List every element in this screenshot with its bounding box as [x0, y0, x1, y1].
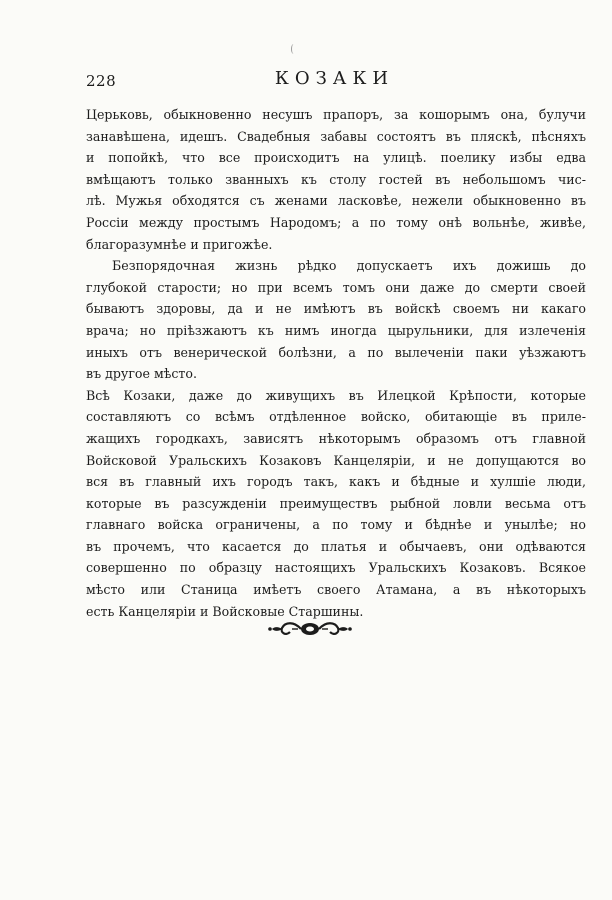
text-line: и попойкѣ, что все происходитъ на улицѣ. поелику избы едва [86, 150, 586, 166]
text-line: которые въ разсужденiи преимуществъ рыбной ловли весьма отъ [86, 495, 586, 511]
page-header [86, 68, 583, 94]
body-text [86, 104, 586, 622]
page-number: 228 [86, 72, 117, 90]
text-line: вмѣщаютъ только званныхъ къ столу гостей въ небольшомъ чис- [86, 171, 586, 187]
text-line: Россiи между простымъ Народомъ; а по тому онѣ вольнѣе, живѣе, [86, 214, 586, 230]
text-line: бываютъ здоровы, да и не имѣютъ въ войскѣ своемъ ни какаго [86, 301, 586, 317]
text-line: лѣ. Мужья обходятся съ женами ласковѣе, нежели обыкновенно въ [86, 193, 586, 209]
ink-speck [291, 44, 296, 54]
paragraph [86, 104, 586, 255]
text-line: Всѣ Козаки, даже до живущихъ въ Илецкой Крѣпости, которые [86, 387, 586, 403]
text-line: составляютъ со всѣмъ отдѣленное войско, обитающiе въ приле- [86, 409, 586, 425]
text-line: есть Канцелярiи и Войсковые Старшины. [86, 603, 364, 619]
text-line: иныхъ отъ венерической болѣзни, а по вылеченiи паки уѣзжаютъ [86, 344, 586, 360]
text-line: совершенно по образцу настоящихъ Уральскихъ Козаковъ. Всякое [86, 560, 586, 576]
text-line: вся въ главный ихъ городъ такъ, какъ и бѣдные и хулшiе люди, [86, 474, 586, 490]
paragraph [86, 385, 586, 623]
text-line: Церьковь, обыкновенно несушъ прапоръ, за кошорымъ она, булучи [86, 107, 586, 122]
text-line: благоразумнѣе и пригожѣе. [86, 236, 273, 252]
text-line: Безпорядочная жизнь рѣдко допускаетъ ихъ дожишь до [112, 258, 586, 274]
text-line: въ прочемъ, что касается до платья и обычаевъ, они одѣваются [86, 538, 586, 554]
vine-scroll-ornament-icon [268, 618, 352, 640]
text-line: врача; но прiѣзжаютъ къ нимъ иногда цырульники, для излеченiя [86, 322, 586, 338]
paragraph [86, 255, 586, 385]
text-line: занавѣшена, идешъ. Свадебныя забавы состоятъ въ пляскѣ, пѣсняхъ [86, 128, 586, 144]
text-line: мѣсто или Станица имѣетъ своего Атамана, а въ нѣкоторыхъ [86, 582, 586, 598]
text-line: глубокой старости; но при всемъ томъ они даже до смерти своей [86, 279, 586, 295]
running-title: КОЗАКИ [274, 68, 395, 89]
text-line: жащихъ городкахъ, зависятъ нѣкоторымъ образомъ отъ главной [86, 430, 586, 446]
text-line: въ другое мѣсто. [86, 366, 197, 382]
text-line: Войсковой Уральскихъ Козаковъ Канцелярiи, и не допущаются во [86, 452, 586, 468]
text-line: главнаго войска ограничены, а по тому и бѣднѣе и унылѣе; но [86, 517, 586, 533]
